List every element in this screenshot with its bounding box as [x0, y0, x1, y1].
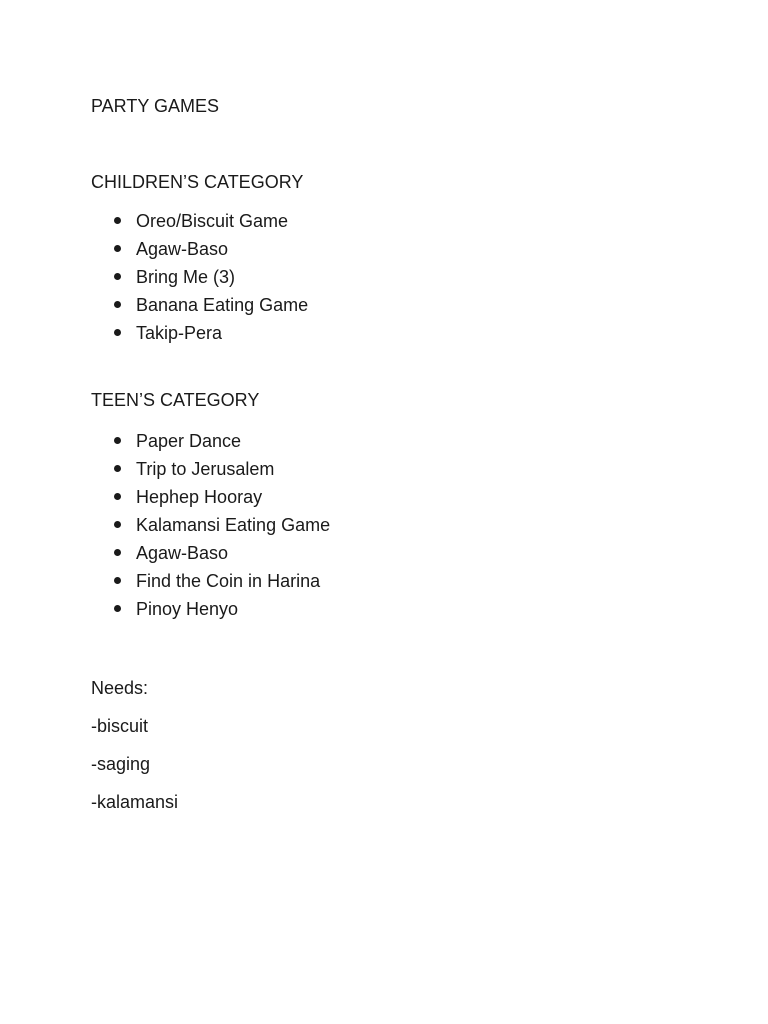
list-item-label: Takip-Pera [136, 323, 223, 343]
list-item [91, 207, 768, 235]
need-item: -kalamansi [91, 792, 179, 812]
list-item [91, 567, 768, 595]
needs-list [91, 713, 768, 827]
list-item [91, 455, 768, 483]
list-item-label: Agaw-Baso [136, 239, 229, 259]
bullet-icon [114, 273, 121, 280]
list-item-label: Pinoy Henyo [136, 599, 239, 619]
children-category-heading: CHILDREN’S CATEGORY [91, 172, 304, 192]
children-games-list [91, 207, 768, 347]
teens-category-heading: TEEN’S CATEGORY [91, 390, 260, 410]
bullet-icon [114, 493, 121, 500]
bullet-icon [114, 465, 121, 472]
list-item [91, 235, 768, 263]
bullet-icon [114, 549, 121, 556]
list-item [91, 595, 768, 623]
bullet-icon [114, 329, 121, 336]
list-item-label: Agaw-Baso [136, 543, 229, 563]
bullet-icon [114, 301, 121, 308]
bullet-icon [114, 217, 121, 224]
list-item-label: Kalamansi Eating Game [136, 515, 331, 535]
list-item [91, 427, 768, 455]
list-item-label: Paper Dance [136, 431, 242, 451]
teens-games-list [91, 427, 768, 623]
list-item-label: Find the Coin in Harina [136, 571, 321, 591]
list-item [91, 539, 768, 567]
bullet-icon [114, 577, 121, 584]
list-item [91, 291, 768, 319]
list-item-label: Banana Eating Game [136, 295, 309, 315]
list-item-label: Oreo/Biscuit Game [136, 211, 289, 231]
needs-heading: Needs: [91, 678, 149, 698]
need-item: -saging [91, 754, 151, 774]
bullet-icon [114, 605, 121, 612]
bullet-icon [114, 245, 121, 252]
list-item [91, 511, 768, 539]
document-title: PARTY GAMES [91, 96, 220, 116]
list-item [91, 483, 768, 511]
list-item-label: Bring Me (3) [136, 267, 236, 287]
list-item-label: Hephep Hooray [136, 487, 263, 507]
list-item [91, 263, 768, 291]
bullet-icon [114, 521, 121, 528]
list-item-label: Trip to Jerusalem [136, 459, 275, 479]
need-item: -biscuit [91, 716, 149, 736]
bullet-icon [114, 437, 121, 444]
list-item [91, 319, 768, 347]
